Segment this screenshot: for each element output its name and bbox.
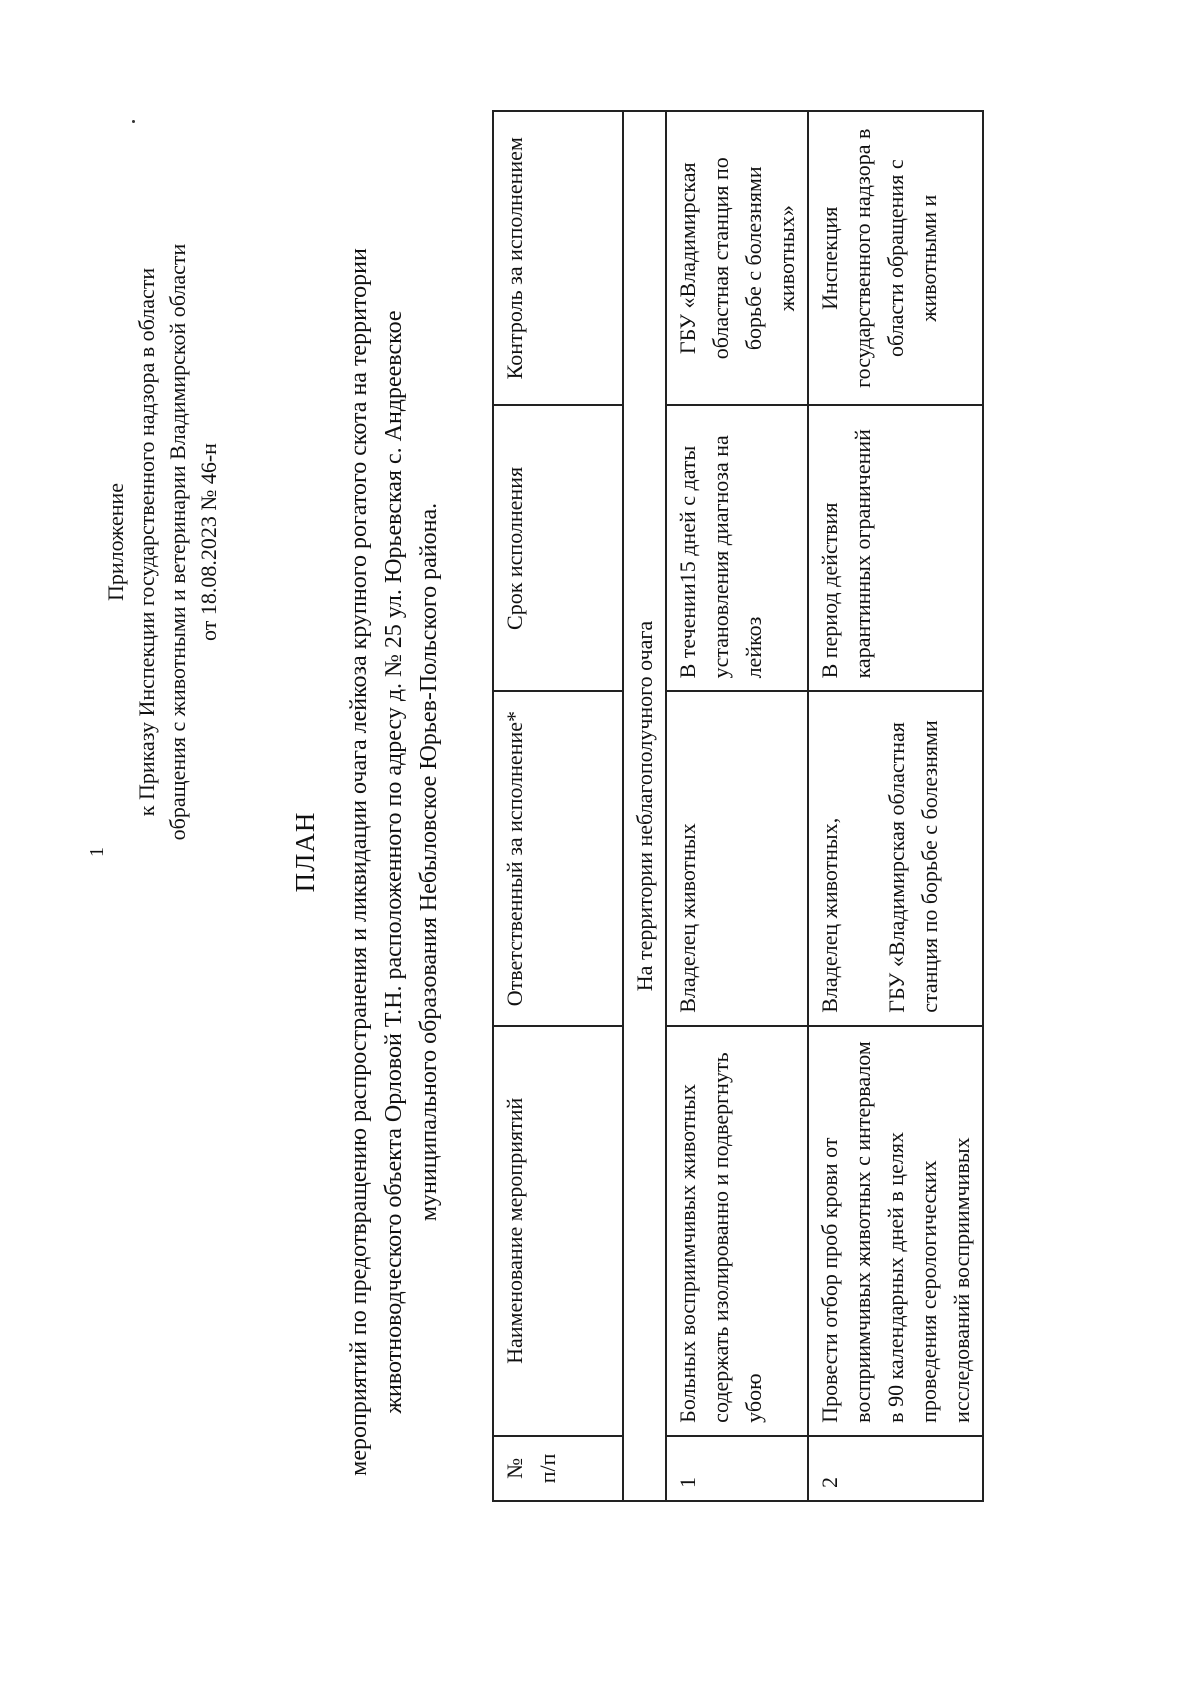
scan-dot [132,120,135,123]
responsible-line: ГБУ «Владимирская областная станция по борьбе с болезнями [884,720,942,1013]
table-section-row [623,111,666,1501]
cell-num: 2 [808,1436,983,1501]
header-num: № п/п [493,1436,623,1501]
appendix-line: от 18.08.2023 № 46-н [196,443,221,641]
responsible-line: Владелец животных [675,823,700,1013]
table-row [666,111,808,1501]
responsible-gap [846,704,880,1012]
header-term: Срок исполнения [493,405,623,691]
cell-control: ГБУ «Владимирская областная станция по борьбе с болезнями животных» [666,111,808,405]
cell-responsible [666,691,808,1025]
document-title: ПЛАН [290,811,320,893]
section-title: На территории неблагополучного очага [623,111,666,1501]
appendix-line: обращения с животными и ветеринарии Владимирской области [165,243,190,841]
cell-control: Инспекция государственного надзора в области обращения с животными и [808,111,983,405]
header-name: Наименование мероприятий [493,1026,623,1436]
subtitle-line: муниципального образования Небыловское Юрьев-Польского района. [416,502,442,1222]
header-responsible: Ответственный за исполнение* [493,691,623,1025]
table-row [808,111,983,1501]
cell-name: Больных восприимчивых животных содержать изолированно и подвергнуть убою [666,1026,808,1436]
responsible-line: Владелец животных, [817,817,842,1013]
cell-term: В период действия карантинных ограничений [808,405,983,691]
cell-responsible [808,691,983,1025]
document-subtitle [342,142,447,1582]
plan-table [492,110,984,1502]
cell-term: В течении15 дней с даты установления диагноза на лейкоз [666,405,808,691]
header-control: Контроль за исполнением [493,111,623,405]
appendix-line: к Приказу Инспекции государственного надзора в области [134,267,159,817]
appendix-block [100,222,224,862]
cell-name: Провести отбор проб крови от восприимчивых животных с интервалом в 90 календарных дней в целях проведения серологических исследований восприимчивых [808,1026,983,1436]
cell-num: 1 [666,1436,808,1501]
subtitle-line: животноводческого объекта Орловой Т.Н. расположенного по адресу д. № 25 ул. Юрьевская с. Андреевское [381,310,407,1414]
rotated-page-content [80,82,1120,1622]
page-number: 1 [86,847,108,857]
table-header-row [493,111,623,1501]
subtitle-line: мероприятий по предотвращению распространения и ликвидации очага лейкоза крупного рогатого скота на территории [346,248,372,1476]
appendix-line: Приложение [103,482,128,602]
